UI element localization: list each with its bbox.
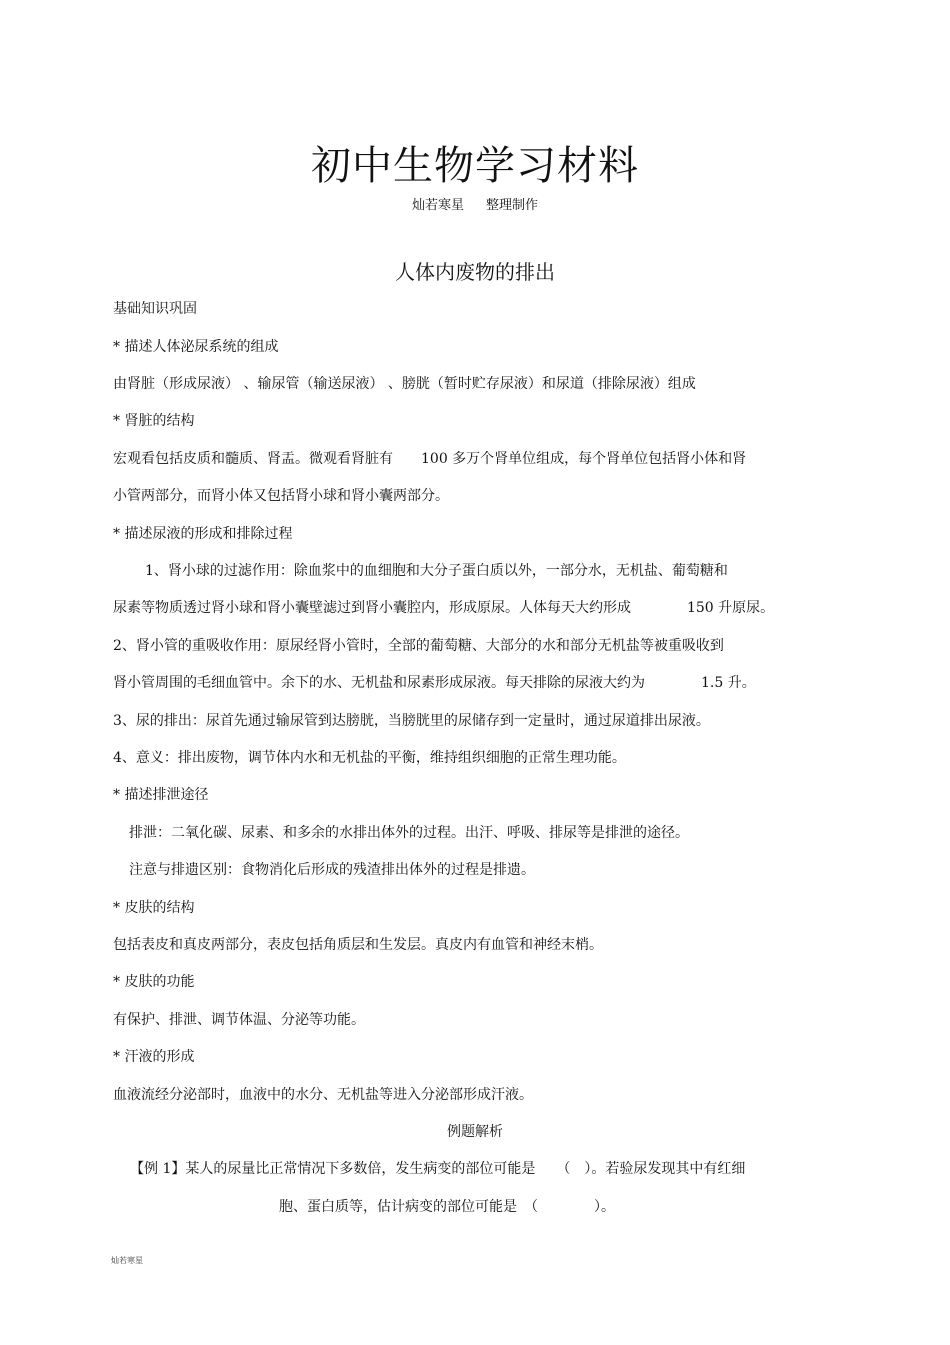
page-footer: 灿若寒星 [111,1256,143,1265]
paragraph-excretion-1: 排泄：二氧化碳、尿素、和多余的水排出体外的过程。出汗、呼吸、排尿等是排泄的途径。 [129,825,689,841]
paragraph-skin-structure: 包括表皮和真皮两部分，表皮包括角质层和生发层。真皮内有血管和神经末梢。 [113,937,603,953]
paragraph-excretion-2: 注意与排遗区别：食物消化后形成的残渣排出体外的过程是排遗。 [129,862,535,878]
heading-skin-structure: * 皮肤的结构 [113,900,195,916]
paragraph-kidney-line1: 宏观看包括皮质和髓质、肾盂。微观看肾脏有 100 多万个肾单位组成，每个肾单位包括肾小体和肾 [113,451,747,467]
author-name: 灿若寒星 [411,198,464,213]
paragraph-urine-1-line2: 尿素等物质透过肾小球和肾小囊壁滤过到肾小囊腔内，形成原尿。人体每天大约形成 150 升原尿。 [113,600,775,616]
paragraph-urine-2-line1: 2、肾小管的重吸收作用：原尿经肾小管时，全部的葡萄糖、大部分的水和部分无机盐等被重吸收到 [113,638,724,654]
paragraph-urine-4: 4、意义：排出废物，调节体内水和无机盐的平衡，维持组织细胞的正常生理功能。 [113,750,626,766]
heading-sweat: * 汗液的形成 [113,1049,195,1065]
lesson-title: 人体内废物的排出 [395,260,555,284]
paragraph-urinary-system: 由肾脏（形成尿液） 、输尿管（输送尿液） 、膀胱（暂时贮存尿液）和尿道（排除尿液）组成 [113,376,696,392]
heading-urinary-system: * 描述人体泌尿系统的组成 [113,339,279,355]
paragraph-urine-1-line1: 1、肾小球的过滤作用：除血浆中的血细胞和大分子蛋白质以外，一部分水，无机盐、葡萄糖和 [145,563,728,579]
example-1-line1: 【例 1】某人的尿量比正常情况下多数倍，发生病变的部位可能是 （ ）。若验尿发现其中有红细 [130,1161,746,1177]
section-heading-examples: 例题解析 [447,1124,503,1140]
paragraph-skin-function: 有保护、排泄、调节体温、分泌等功能。 [113,1012,365,1028]
paragraph-urine-3: 3、尿的排出：尿首先通过输尿管到达膀胱，当膀胱里的尿储存到一定量时，通过尿道排出尿液。 [113,713,710,729]
heading-kidney: * 肾脏的结构 [113,413,195,429]
author-role: 整理制作 [486,198,539,213]
heading-urine-formation: * 描述尿液的形成和排除过程 [113,526,293,542]
paragraph-kidney-line2: 小管两部分，而肾小体又包括肾小球和肾小囊两部分。 [113,488,449,504]
section-heading-basic: 基础知识巩固 [113,301,197,317]
example-1-line2: 胞、蛋白质等，估计病变的部位可能是 （ ）。 [279,1199,615,1215]
document-title: 初中生物学习材料 [311,143,639,189]
paragraph-urine-2-line2: 肾小管周围的毛细血管中。余下的水、无机盐和尿素形成尿液。每天排除的尿液大约为 1.5 升。 [113,675,756,691]
heading-skin-function: * 皮肤的功能 [113,974,195,990]
paragraph-sweat: 血液流经分泌部时，血液中的水分、无机盐等进入分泌部形成汗液。 [113,1087,533,1103]
heading-excretion: * 描述排泄途径 [113,787,209,803]
byline [0,194,950,213]
